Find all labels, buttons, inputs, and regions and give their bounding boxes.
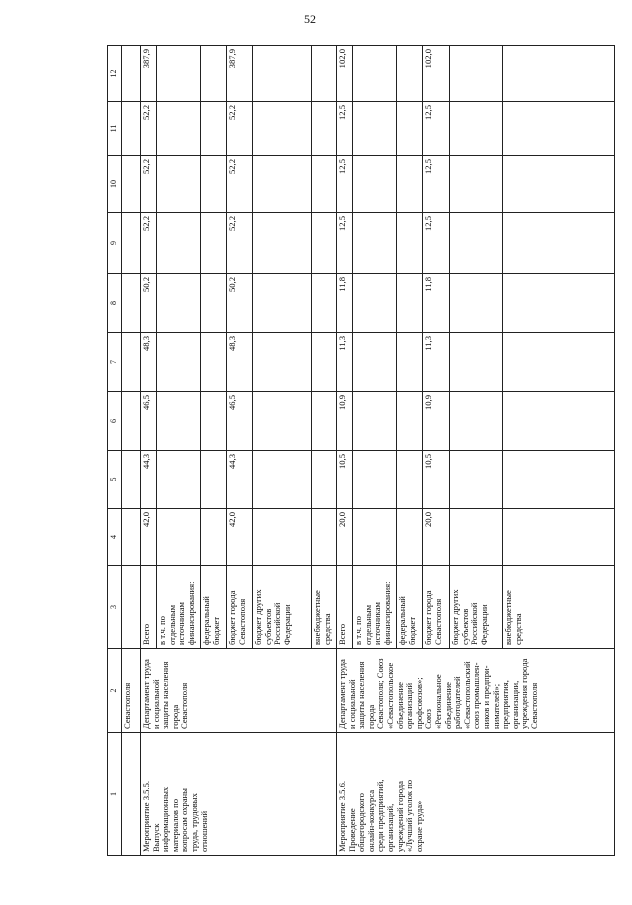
cell-line: Всего [141, 623, 151, 645]
value-cell [201, 509, 227, 566]
continuation-empty [122, 451, 141, 509]
value-cell [353, 333, 397, 392]
value-cell [312, 451, 337, 509]
value-cell [157, 274, 201, 333]
cell-line: организации, [509, 680, 520, 729]
value-cell [157, 451, 201, 509]
value-cell [312, 46, 337, 102]
cell-line: и социальной [150, 679, 161, 729]
event-cell [337, 733, 615, 856]
column-number: 1 [108, 733, 122, 856]
source-cell [157, 566, 201, 649]
value-cell [503, 102, 615, 156]
value-cell [253, 392, 312, 451]
value-cell [397, 213, 423, 274]
value-cell [253, 102, 312, 156]
cell-line: Выпуск [150, 823, 161, 852]
value-cell: 11,3 [337, 333, 353, 392]
executor-cell [141, 649, 337, 733]
value-cell [253, 46, 312, 102]
cell-line: внебюджетные [503, 590, 513, 645]
source-cell [450, 566, 503, 649]
cell-line: Севастополя [236, 598, 247, 645]
cell-line: профсоюзов»; [413, 677, 424, 729]
value-cell: 12,5 [337, 213, 353, 274]
column-number: 4 [108, 509, 122, 566]
cell-line: Мероприятие 3.5.5. [141, 780, 151, 852]
value-cell [503, 333, 615, 392]
column-number: 8 [108, 274, 122, 333]
value-cell [201, 333, 227, 392]
value-cell: 11,8 [337, 274, 353, 333]
continuation-empty [122, 566, 141, 649]
value-cell: 11,8 [423, 274, 450, 333]
value-cell [450, 392, 503, 451]
source-cell [141, 566, 157, 649]
value-cell [450, 451, 503, 509]
column-number: 12 [108, 46, 122, 102]
continuation-empty [122, 333, 141, 392]
cell-line: субъектов [262, 608, 273, 645]
cell-line: «Лучший уголок по [404, 779, 415, 852]
cell-line: федеральный [201, 596, 211, 645]
source-cell [423, 566, 450, 649]
cell-line: охране труда» [413, 800, 424, 852]
cell-line: субъектов [459, 608, 470, 645]
value-cell [450, 333, 503, 392]
cell-line: отношений [198, 810, 209, 852]
continuation-empty [122, 102, 141, 156]
value-cell [201, 213, 227, 274]
cell-line: Мероприятие 3.5.6. [337, 780, 347, 852]
column-number: 2 [108, 649, 122, 733]
value-cell [253, 156, 312, 213]
cell-line: источникам [372, 602, 383, 645]
cell-line: Департамент труда [337, 659, 347, 729]
value-cell: 12,5 [423, 156, 450, 213]
cell-line: Севастополя [528, 682, 539, 729]
cell-line: общегородского [356, 793, 367, 852]
cell-line: объединение [394, 682, 405, 729]
cell-line: защиты населения [160, 661, 171, 729]
value-cell [353, 509, 397, 566]
value-cell [253, 451, 312, 509]
cell-line: учреждения города [519, 658, 530, 729]
value-cell [503, 509, 615, 566]
value-cell: 48,3 [141, 333, 157, 392]
column-number: 6 [108, 392, 122, 451]
value-cell [450, 213, 503, 274]
source-cell [397, 566, 423, 649]
cell-line: бюджет города [227, 590, 237, 645]
value-cell [201, 46, 227, 102]
value-cell [397, 509, 423, 566]
value-cell [201, 451, 227, 509]
column-number: 11 [108, 102, 122, 156]
column-number: 7 [108, 333, 122, 392]
value-cell: 12,5 [337, 156, 353, 213]
value-cell [157, 102, 201, 156]
value-cell: 102,0 [337, 46, 353, 102]
cell-line: «Региональное [432, 674, 443, 729]
cell-line: материалов по [169, 798, 180, 852]
value-cell: 12,5 [337, 102, 353, 156]
cell-line: Союз [423, 709, 434, 729]
financing-table [107, 45, 615, 856]
value-cell: 10,9 [423, 392, 450, 451]
cell-line: Проведение [346, 808, 357, 852]
value-cell: 20,0 [423, 509, 450, 566]
continuation-row [122, 46, 141, 856]
value-cell [397, 333, 423, 392]
value-cell: 52,2 [141, 213, 157, 274]
cell-line: предприятия, [500, 680, 511, 729]
value-cell: 52,2 [141, 156, 157, 213]
value-cell [201, 274, 227, 333]
column-number-row [108, 46, 122, 856]
cell-line: Российской [272, 602, 283, 645]
cell-line: финансирования: [185, 581, 196, 645]
source-cell [253, 566, 312, 649]
cell-line: организаций, [384, 803, 395, 852]
value-cell [353, 392, 397, 451]
cell-line: вопросам охраны [179, 788, 190, 852]
cell-line: Российской [469, 602, 480, 645]
value-cell [397, 274, 423, 333]
cell-line: Севастополя [432, 598, 443, 645]
column-number: 3 [108, 566, 122, 649]
cell-line: и социальной [346, 679, 357, 729]
cell-line: бюджет [406, 616, 417, 645]
cell-line: средства [512, 613, 523, 645]
table-row [337, 46, 353, 856]
cell-line: союз промышлен- [471, 662, 482, 729]
cell-line: города [365, 704, 376, 729]
value-cell [253, 333, 312, 392]
source-cell [227, 566, 253, 649]
value-cell [503, 213, 615, 274]
value-cell: 42,0 [141, 509, 157, 566]
continuation-executor: Севастополя [122, 649, 141, 733]
value-cell [450, 274, 503, 333]
value-cell: 50,2 [227, 274, 253, 333]
value-cell [353, 156, 397, 213]
cell-line: труда, трудовых [188, 793, 199, 852]
value-cell [312, 213, 337, 274]
source-cell [503, 566, 615, 649]
value-cell: 12,5 [423, 102, 450, 156]
value-cell [353, 46, 397, 102]
value-cell [253, 274, 312, 333]
value-cell: 52,2 [227, 213, 253, 274]
value-cell [503, 274, 615, 333]
value-cell [450, 102, 503, 156]
continuation-empty [122, 46, 141, 102]
executor-cell [337, 649, 615, 733]
cell-line: Севастополя; Союз [375, 658, 386, 729]
value-cell: 102,0 [423, 46, 450, 102]
page-number: 52 [304, 12, 316, 26]
value-cell: 11,3 [423, 333, 450, 392]
cell-line: бюджет других [253, 589, 263, 645]
value-cell [503, 156, 615, 213]
cell-line: защиты населения [356, 661, 367, 729]
value-cell: 50,2 [141, 274, 157, 333]
cell-line: средства [321, 613, 332, 645]
value-cell: 387,9 [227, 46, 253, 102]
value-cell: 48,3 [227, 333, 253, 392]
cell-line: источникам [176, 602, 187, 645]
cell-line: «Севастопольский [461, 661, 472, 729]
value-cell: 44,3 [227, 451, 253, 509]
column-number: 10 [108, 156, 122, 213]
value-cell: 12,5 [423, 213, 450, 274]
value-cell: 52,2 [141, 102, 157, 156]
value-cell: 10,5 [337, 451, 353, 509]
continuation-empty [122, 274, 141, 333]
value-cell [312, 509, 337, 566]
value-cell: 10,9 [337, 392, 353, 451]
value-cell [353, 274, 397, 333]
cell-line: организаций [404, 682, 415, 729]
cell-line: в т.ч. по [353, 616, 363, 645]
value-cell: 10,5 [423, 451, 450, 509]
cell-line: Федерации [478, 604, 489, 645]
continuation-empty [122, 509, 141, 566]
column-number: 5 [108, 451, 122, 509]
value-cell [312, 333, 337, 392]
value-cell [201, 156, 227, 213]
cell-line: бюджет города [423, 590, 433, 645]
cell-line: федеральный [397, 596, 407, 645]
value-cell [450, 509, 503, 566]
cell-line: среди предприятий, [375, 779, 386, 852]
value-cell [397, 102, 423, 156]
cell-line: «Севастопольское [384, 662, 395, 729]
value-cell: 387,9 [141, 46, 157, 102]
value-cell: 42,0 [227, 509, 253, 566]
cell-line: города [169, 704, 180, 729]
cell-line: внебюджетные [312, 590, 322, 645]
value-cell [503, 46, 615, 102]
value-cell [397, 451, 423, 509]
source-cell [312, 566, 337, 649]
value-cell: 20,0 [337, 509, 353, 566]
value-cell [201, 392, 227, 451]
value-cell [157, 46, 201, 102]
table-row [141, 46, 157, 856]
value-cell [397, 156, 423, 213]
column-number: 9 [108, 213, 122, 274]
value-cell [157, 509, 201, 566]
value-cell [312, 156, 337, 213]
value-cell [312, 392, 337, 451]
cell-line: финансирования: [381, 581, 392, 645]
continuation-empty [122, 156, 141, 213]
cell-line: бюджет [210, 616, 221, 645]
value-cell: 46,5 [227, 392, 253, 451]
value-cell [312, 274, 337, 333]
event-cell [141, 733, 337, 856]
cell-line: бюджет других [450, 589, 460, 645]
value-cell [157, 156, 201, 213]
value-cell [157, 213, 201, 274]
source-cell [353, 566, 397, 649]
rotated-table-wrapper [107, 46, 627, 856]
cell-line: Всего [337, 623, 347, 645]
cell-line: Севастополя [179, 682, 190, 729]
value-cell [450, 156, 503, 213]
source-cell [201, 566, 227, 649]
cell-line: отдельным [166, 604, 177, 645]
cell-line: в т.ч. по [157, 616, 167, 645]
value-cell [253, 509, 312, 566]
value-cell [312, 102, 337, 156]
value-cell [397, 392, 423, 451]
value-cell [353, 451, 397, 509]
value-cell [503, 451, 615, 509]
cell-line: работодателей [452, 676, 463, 729]
value-cell: 52,2 [227, 102, 253, 156]
cell-line: учреждений города [394, 781, 405, 852]
value-cell: 44,3 [141, 451, 157, 509]
value-cell [397, 46, 423, 102]
value-cell [450, 46, 503, 102]
cell-line: онлайн-конкурса [365, 789, 376, 852]
value-cell [353, 213, 397, 274]
value-cell [253, 213, 312, 274]
cell-line: нимателей»; [490, 683, 501, 729]
source-cell [337, 566, 353, 649]
continuation-empty [122, 733, 141, 856]
continuation-empty [122, 392, 141, 451]
value-cell [201, 102, 227, 156]
cell-line: объединение [442, 682, 453, 729]
cell-line: отдельным [362, 604, 373, 645]
cell-line: Федерации [281, 604, 292, 645]
value-cell [157, 392, 201, 451]
value-cell [157, 333, 201, 392]
cell-line: ников и предпри- [480, 665, 491, 729]
continuation-empty [122, 213, 141, 274]
value-cell: 46,5 [141, 392, 157, 451]
value-cell [353, 102, 397, 156]
value-cell [503, 392, 615, 451]
value-cell: 52,2 [227, 156, 253, 213]
cell-line: информационных [160, 786, 171, 852]
cell-line: Департамент труда [141, 659, 151, 729]
